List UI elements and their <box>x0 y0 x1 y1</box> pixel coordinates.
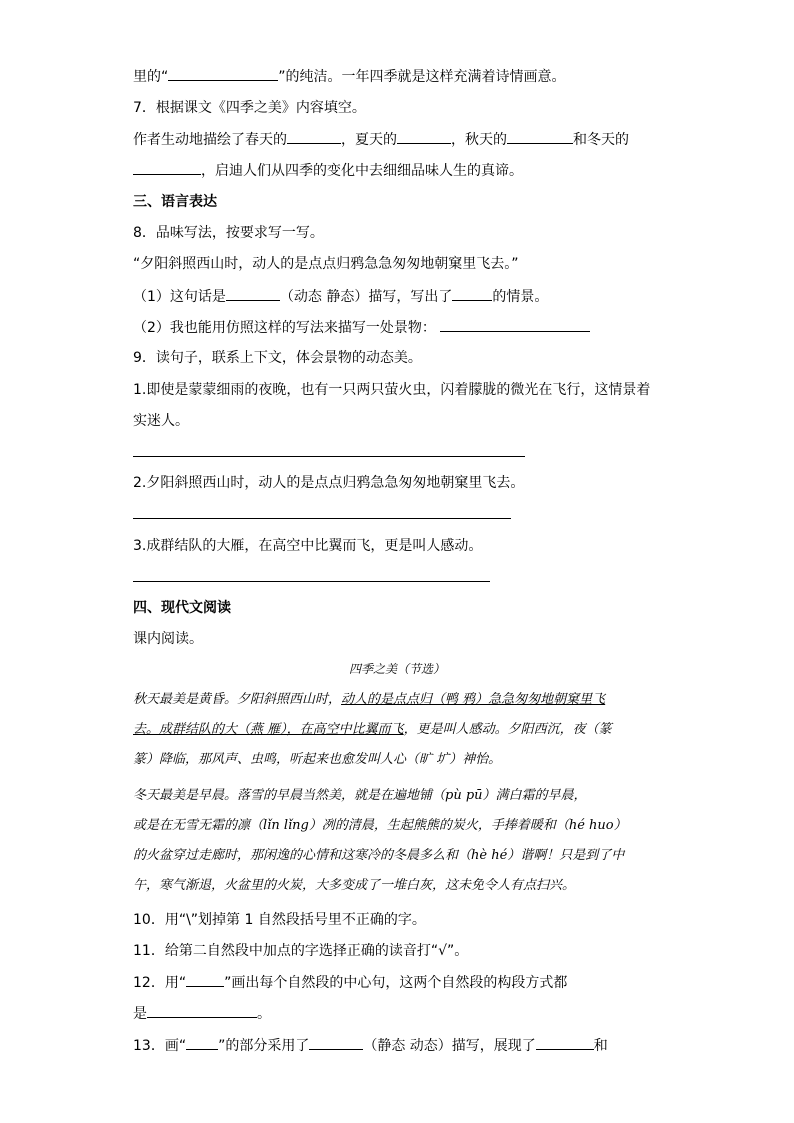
passage-title: 四季之美（节选） <box>348 662 445 676</box>
q13-text-b: ”的部分采用了 <box>218 1038 310 1054</box>
answer-blank[interactable] <box>452 286 492 301</box>
answer-blank[interactable] <box>397 129 451 144</box>
q11: 11．给第二自然段中加点的字选择正确的读音打“√”。 <box>133 943 469 959</box>
q12-line2 <box>133 1003 271 1024</box>
q12-text-b: ”画出每个自然段的中心句，这两个自然段的构段方式都 <box>224 975 568 991</box>
answer-blank[interactable] <box>168 66 278 81</box>
reading-intro: 课内阅读。 <box>133 631 203 647</box>
q8-quote: “夕阳斜照西山时，动人的是点点归鸦急急匆匆地朝窠里飞去。” <box>133 256 519 272</box>
q8-sub1-text-c: 的情景。 <box>492 289 549 305</box>
answer-line-1[interactable] <box>133 456 525 457</box>
answer-blank[interactable] <box>440 317 590 332</box>
q7-text-a: 作者生动地描绘了春天的 <box>133 132 287 148</box>
q8-sub1-text-b: （动态 静态）描写，写出了 <box>279 289 453 305</box>
q7-text-d: 和冬天的 <box>573 132 629 148</box>
passage-underlined-text: 去。成群结队的大（燕 雁），在高空中比翼而飞 <box>133 722 404 737</box>
answer-blank[interactable] <box>147 1003 257 1018</box>
q13-line <box>133 1035 608 1056</box>
q9-sentence-1b: 实迷人。 <box>133 413 189 429</box>
answer-blank[interactable] <box>507 129 573 144</box>
q9-stem: 9．读句子，联系上下文，体会景物的动态美。 <box>133 350 422 366</box>
q8-sub1-text-a: （1）这句话是 <box>133 289 226 305</box>
q10: 10．用“\”划掉第 1 自然段括号里不正确的字。 <box>133 912 426 928</box>
answer-blank[interactable] <box>287 129 341 144</box>
answer-blank[interactable] <box>186 972 224 987</box>
q13-text-c: （静态 动态）描写，展现了 <box>363 1038 536 1054</box>
q7-text-c: ，秋天的 <box>451 132 507 148</box>
q9-sentence-1a: 1.即使是蒙蒙细雨的夜晚，也有一只两只萤火虫，闪着朦胧的微光在飞行，这情景着 <box>133 382 651 398</box>
q6-tail-pre: 里的“ <box>133 69 169 85</box>
section-4-heading: 四、现代文阅读 <box>133 600 231 616</box>
answer-line-2[interactable] <box>133 518 511 519</box>
passage-p1-line3: 篆）降临，那风声、虫鸣，听起来也愈发叫人心（旷 圹）神怡。 <box>133 752 502 767</box>
q13-text-a: 13．画“ <box>133 1038 187 1054</box>
passage-p2-line1: 冬天最美是早晨。落雪的早晨当然美，就是在遍地铺（pù pū）满白霜的早晨， <box>133 788 587 803</box>
passage-p2-line4: 午，寒气渐退，火盆里的火炭，大多变成了一堆白灰，这未免令人有点扫兴。 <box>133 878 576 893</box>
q9-sentence-3: 3.成群结队的大雁，在高空中比翼而飞，更是叫人感动。 <box>133 538 483 554</box>
q12-text-a: 12．用“ <box>133 975 187 991</box>
answer-blank[interactable] <box>536 1035 594 1050</box>
q7-stem: 7．根据课文《四季之美》内容填空。 <box>133 100 366 116</box>
passage-text: ，更是叫人感动。夕阳西沉，夜（篆 <box>403 722 612 737</box>
answer-blank[interactable] <box>186 1035 218 1050</box>
q7-text-line2: ，启迪人们从四季的变化中去细细品味人生的真谛。 <box>201 163 523 179</box>
q6-tail <box>133 66 566 87</box>
q8-sub2-text: （2）我也能用仿照这样的写法来描写一处景物： <box>133 320 436 336</box>
passage-p2-line2: 或是在无雪无霜的凛（lǐn lǐng）冽的清晨，生起熊熊的炭火，手捧着暖和（hé huo） <box>133 818 627 833</box>
q7-line2 <box>133 160 523 181</box>
q8-stem: 8．品味写法，按要求写一写。 <box>133 225 324 241</box>
q8-sub1 <box>133 286 548 307</box>
answer-blank[interactable] <box>226 286 280 301</box>
passage-p1-line1 <box>133 690 605 710</box>
answer-blank[interactable] <box>133 160 201 175</box>
passage-p2-line3: 的火盆穿过走廊时，那闲逸的心情和这寒冷的冬晨多么和（hè hé）谐啊！只是到了中 <box>133 848 625 863</box>
q8-sub2 <box>133 317 590 338</box>
answer-line-3[interactable] <box>133 581 490 582</box>
passage-underlined-text: 动人的是点点归（鸭 鸦）急急匆匆地朝窠里飞 <box>341 692 606 707</box>
passage-text: 秋天最美是黄昏。夕阳斜照西山时， <box>133 692 342 707</box>
q6-tail-post: ”的纯洁。一年四季就是这样充满着诗情画意。 <box>278 69 566 85</box>
answer-blank[interactable] <box>309 1035 363 1050</box>
section-3-heading: 三、语言表达 <box>133 194 217 210</box>
q9-sentence-2: 2.夕阳斜照西山时，动人的是点点归鸦急急匆匆地朝窠里飞去。 <box>133 475 525 491</box>
q13-text-d: 和 <box>593 1038 608 1054</box>
passage-p1-line2 <box>133 720 612 740</box>
q7-text-b: ，夏天的 <box>341 132 397 148</box>
q12-text-d: 。 <box>257 1006 271 1022</box>
q12-text-c: 是 <box>133 1006 147 1022</box>
q12-line1 <box>133 972 567 993</box>
q7-line1 <box>133 129 629 150</box>
